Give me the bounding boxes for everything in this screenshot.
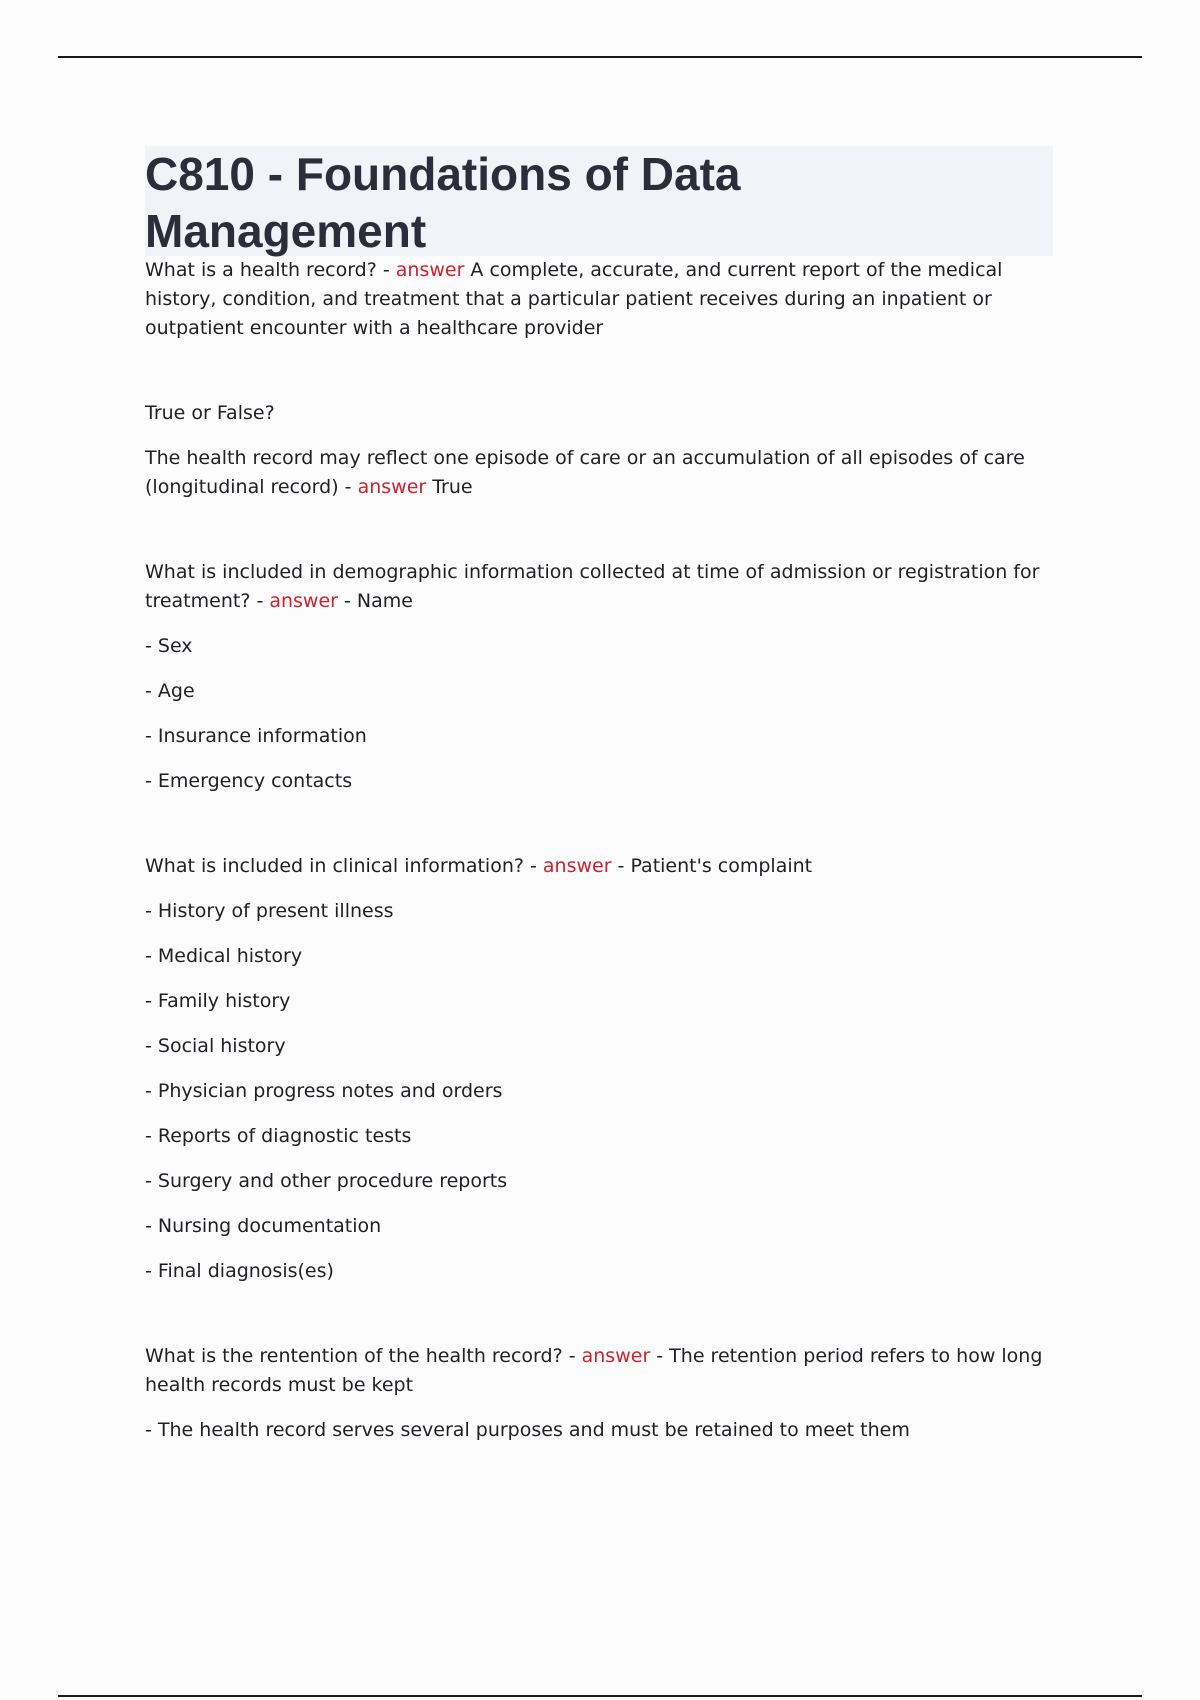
page-title: C810 - Foundations of Data Management xyxy=(145,148,741,257)
answer-text: A complete, accurate, and current report of the medical history, condition, and treatment that a particular patient receives during an inpatient or outpatient encounter with a healthcare provider xyxy=(145,259,1003,339)
header-rule xyxy=(58,56,1142,58)
list-item: - Nursing documentation xyxy=(145,1215,382,1237)
answer-label: answer xyxy=(269,590,338,612)
answer-label: answer xyxy=(542,855,612,877)
list-item: - Social history xyxy=(145,1035,286,1057)
list-item: - Family history xyxy=(145,990,291,1012)
answer-text: - Name xyxy=(337,590,413,612)
list-item: - Surgery and other procedure reports xyxy=(145,1170,508,1192)
qa-block-retention xyxy=(145,1342,1045,1400)
list-item: - Sex xyxy=(145,635,193,657)
answer-text: - Patient's complaint xyxy=(611,855,813,877)
list-item: - History of present illness xyxy=(145,900,394,922)
question-text: What is a health record? - xyxy=(145,259,396,281)
answer-label: answer xyxy=(395,259,465,281)
question-text: The health record may reflect one episode of care or an accumulation of all episodes of care (longitudinal record) - xyxy=(145,447,1025,498)
answer-label: answer xyxy=(357,476,427,498)
answer-text: True xyxy=(426,476,473,498)
list-item: - Insurance information xyxy=(145,725,367,747)
qa-block-episode xyxy=(145,444,1045,502)
answer-text: - The retention period refers to how long health records must be kept xyxy=(145,1345,1043,1396)
footer-rule xyxy=(58,1695,1142,1697)
answer-label: answer xyxy=(581,1345,651,1367)
list-item: - Physician progress notes and orders xyxy=(145,1080,503,1102)
true-false-prompt: True or False? xyxy=(145,402,275,424)
title-block xyxy=(145,146,1053,256)
qa-block-demographic xyxy=(145,558,1045,616)
question-text: What is the rentention of the health record? - xyxy=(145,1345,582,1367)
list-item: - Emergency contacts xyxy=(145,770,353,792)
list-item: - Medical history xyxy=(145,945,303,967)
document-body xyxy=(145,256,1045,1445)
question-text: What is included in demographic information collected at time of admission or registration for treatment? - xyxy=(145,561,1040,612)
qa-block-clinical xyxy=(145,852,1045,881)
qa-block-health-record xyxy=(145,256,1045,343)
list-item: - Reports of diagnostic tests xyxy=(145,1125,412,1147)
list-item: - Age xyxy=(145,680,195,702)
list-item: - Final diagnosis(es) xyxy=(145,1260,334,1282)
question-text: What is included in clinical information? - xyxy=(145,855,543,877)
list-item: - The health record serves several purposes and must be retained to meet them xyxy=(145,1419,910,1441)
